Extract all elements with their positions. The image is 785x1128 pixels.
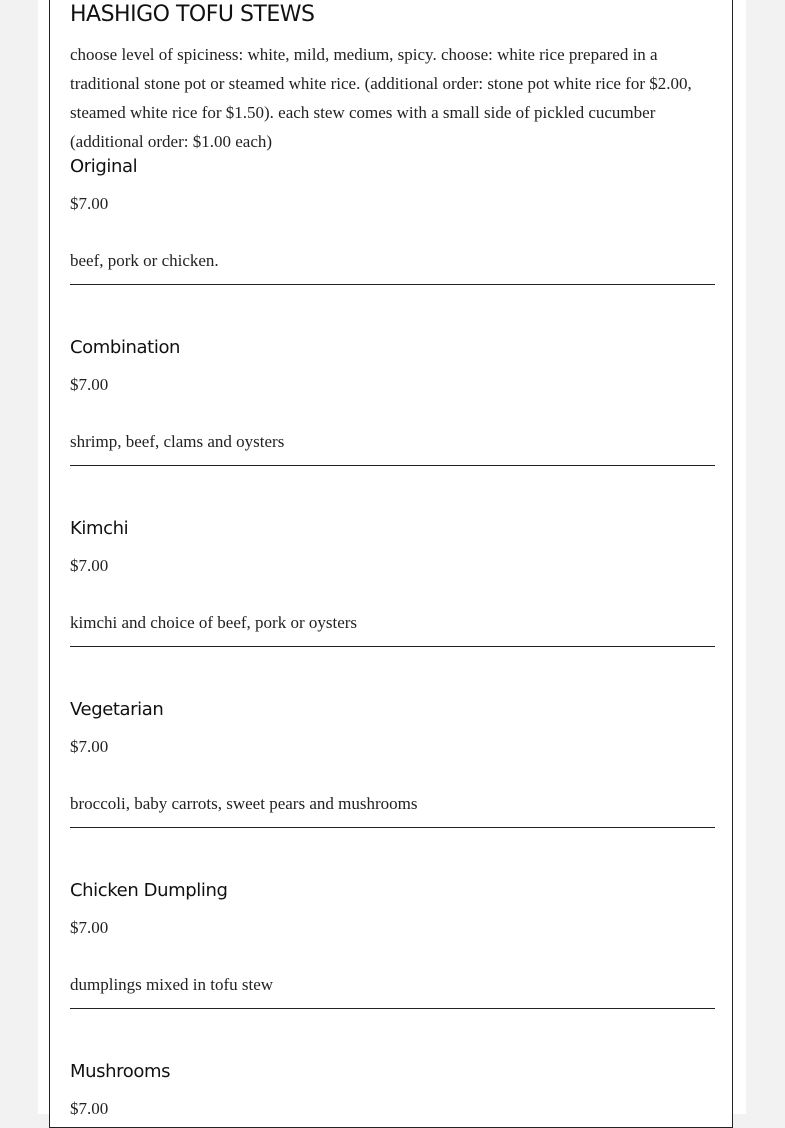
section-description: choose level of spiciness: white, mild, medium, spicy. choose: white rice prepared in a traditional stone pot or steamed white rice. (additional order: stone pot white rice for $2.00, steamed white rice for $1.50). each stew comes with a small side of pickled cucumber (additional order: $1.00 each): [70, 45, 692, 151]
item-name: Vegetarian: [70, 699, 164, 720]
item-description: kimchi and choice of beef, pork or oysters: [70, 613, 358, 632]
item-description: broccoli, baby carrots, sweet pears and mushrooms: [70, 794, 418, 813]
item-name: Chicken Dumpling: [70, 880, 228, 901]
page-background: [38, 0, 746, 1118]
item-divider: [70, 1008, 715, 1009]
item-divider: [70, 827, 715, 828]
item-price: $7.00: [70, 556, 109, 575]
item-divider: [70, 465, 715, 466]
item-description: dumplings mixed in tofu stew: [70, 975, 274, 994]
item-price: $7.00: [70, 918, 109, 937]
item-name: Combination: [70, 337, 181, 358]
item-name: Original: [70, 156, 138, 177]
item-price: $7.00: [70, 737, 109, 756]
section-title: HASHIGO TOFU STEWS: [70, 2, 315, 27]
item-divider: [70, 646, 715, 647]
item-price: $7.00: [70, 375, 109, 394]
menu-card: [49, 0, 733, 1128]
item-description: shrimp, beef, clams and oysters: [70, 432, 285, 451]
item-price: $7.00: [70, 1099, 109, 1118]
item-name: Mushrooms: [70, 1061, 171, 1082]
item-description: beef, pork or chicken.: [70, 251, 219, 270]
item-name: Kimchi: [70, 518, 129, 539]
item-divider: [70, 284, 715, 285]
item-price: $7.00: [70, 194, 109, 213]
